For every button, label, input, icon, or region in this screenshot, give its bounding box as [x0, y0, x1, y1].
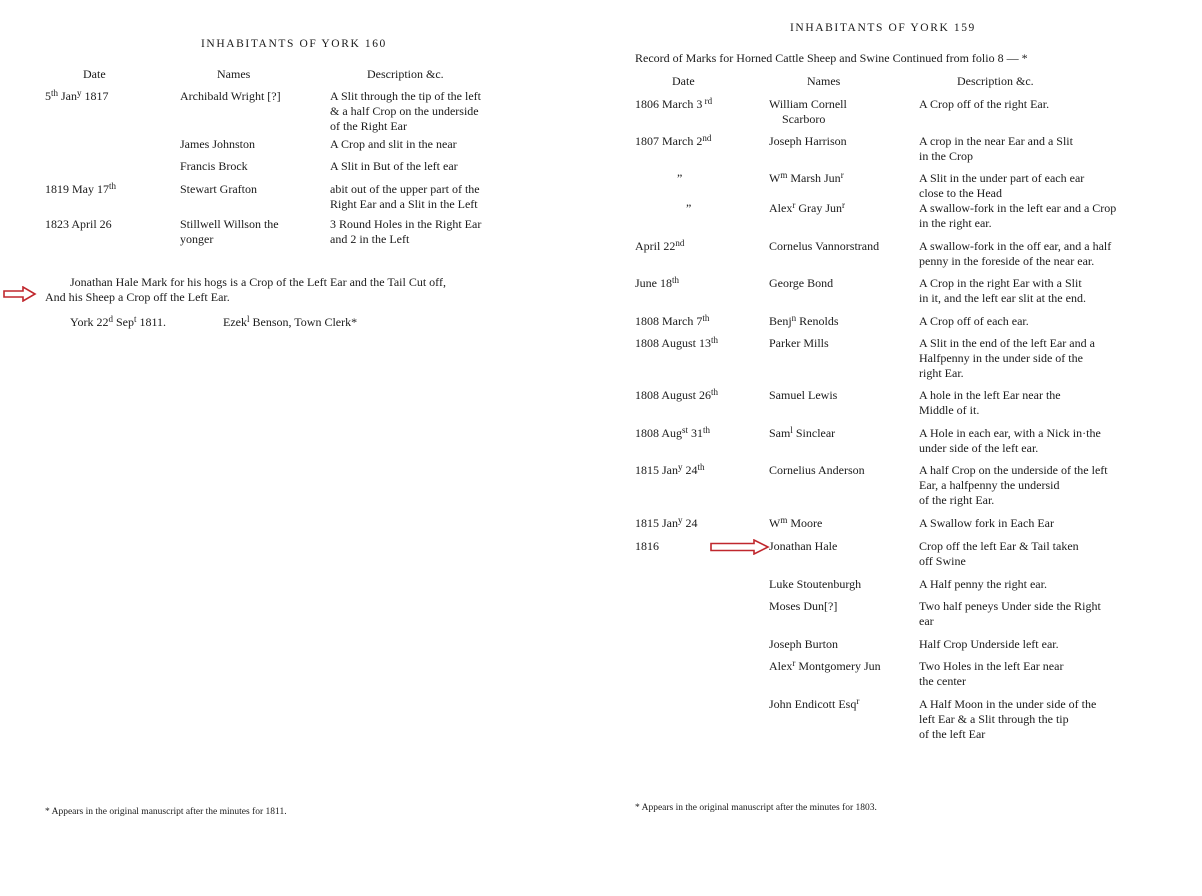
column-header-names: Names — [217, 67, 251, 81]
entry-description: A half Crop on the underside of the left Ear, a halfpenny the undersid of the right Ear. — [919, 463, 1108, 507]
footnote: * Appears in the original manuscript after the minutes for 1811. — [45, 807, 287, 817]
entry-date: 1815 Jan$^y$ 24th — [635, 462, 705, 477]
entry-name: Luke Stoutenburgh — [769, 577, 862, 591]
entry-description: A Crop in the right Ear with a Slit in it, and the left ear slit at the end. — [919, 276, 1086, 305]
entry-name: John Endicott Esq$^r$ — [769, 696, 860, 711]
page-header: INHABITANTS OF YORK 159 — [790, 22, 976, 34]
entry-description: A Crop off of each ear. — [919, 314, 1029, 328]
entry-name: Stewart Grafton — [180, 182, 257, 196]
entry-description: A Crop off of the right Ear. — [919, 97, 1050, 111]
entry-name: Benj$^n$ Renolds — [769, 313, 839, 328]
column-header-description: Description &c. — [957, 74, 1034, 88]
entry-name: Cornelius Anderson — [769, 463, 865, 477]
entry-name: Parker Mills — [769, 336, 829, 350]
entry-description: Two half peneys Under side the Right ear — [919, 599, 1101, 628]
entry-description: A hole in the left Ear near the Middle of it. — [919, 388, 1061, 417]
column-header-description: Description &c. — [367, 67, 444, 81]
entry-date: 1808 Aug$^{st}$ 31th — [635, 425, 711, 440]
entry-name: $W^m$ Moore — [769, 515, 823, 530]
red-outline-arrow-icon — [710, 539, 770, 555]
entry-description: A swallow-fork in the left ear and a Crop in the right ear. — [919, 201, 1117, 230]
entry-name: Archibald Wright [?] — [180, 89, 281, 103]
entry-date: 1815 Jan$^y$ 24 — [635, 515, 698, 530]
entry-name: Joseph Harrison — [769, 134, 847, 148]
entry-name: Stillwell Willson the yonger — [180, 217, 279, 246]
entry-date: 1816 — [635, 539, 659, 553]
red-outline-arrow-icon — [3, 286, 37, 302]
entry-description: A swallow-fork in the off ear, and a half penny in the foreside of the near ear. — [919, 239, 1112, 268]
signature-clerk: Ezek$^l$ Benson, Town Clerk* — [223, 314, 358, 329]
entry-name: James Johnston — [180, 137, 255, 151]
entry-name: Alex$^r$ Montgomery Jun — [769, 658, 881, 673]
note-line: Jonathan Hale Mark for his hogs is a Crop of the Left Ear and the Tail Cut off, — [70, 275, 446, 289]
entry-description: Crop off the left Ear & Tail taken off Swine — [919, 539, 1079, 568]
entry-description: A Hole in each ear, with a Nick in·the under side of the left ear. — [919, 426, 1101, 455]
entry-description: A Slit in But of the left ear — [330, 159, 458, 173]
column-header-names: Names — [807, 74, 841, 88]
entry-description: A Crop and slit in the near — [330, 137, 457, 151]
entry-description: A Slit in the end of the left Ear and a Halfpenny in the under side of the right Ear. — [919, 336, 1095, 380]
note-line: And his Sheep a Crop off the Left Ear. — [45, 290, 230, 304]
column-header-date: Date — [672, 74, 695, 88]
footnote: * Appears in the original manuscript after the minutes for 1803. — [635, 803, 877, 813]
column-header-date: Date — [83, 67, 106, 81]
entry-date: June 18th — [635, 275, 680, 290]
left-page — [0, 0, 600, 896]
entry-description: A Half Moon in the under side of the left Ear & a Slit through the tip of the left Ear — [919, 697, 1097, 741]
entry-description: A crop in the near Ear and a Slit in the Crop — [919, 134, 1073, 163]
entry-name: Cornelus Vannorstrand — [769, 239, 880, 253]
entry-date: 1823 April 26 — [45, 217, 112, 231]
entry-name: Alex$^r$ Gray Jun$^r$ — [769, 200, 845, 215]
entry-date-ditto: ” — [677, 171, 683, 185]
entry-description: Half Crop Underside left ear. — [919, 637, 1059, 651]
entry-description: 3 Round Holes in the Right Ear and 2 in the Left — [330, 217, 482, 246]
signature-place-date: York 22$^d$ Sep$^t$ 1811. — [70, 314, 167, 329]
record-subtitle: Record of Marks for Horned Cattle Sheep and Swine Continued from folio 8 — * — [635, 51, 1028, 65]
entry-name: George Bond — [769, 276, 834, 290]
entry-date: 1806 March 3 $^{rd}$ — [635, 96, 713, 111]
entry-name: Francis Brock — [180, 159, 248, 173]
entry-name: Sam$^l$ Sinclear — [769, 425, 836, 440]
entry-description: abit out of the upper part of the Right Ear and a Slit in the Left — [330, 182, 480, 211]
entry-name: Joseph Burton — [769, 637, 838, 651]
page-header: INHABITANTS OF YORK 160 — [201, 38, 387, 50]
entry-date: 1808 March 7th — [635, 313, 710, 328]
entry-date: 1819 May 17th — [45, 181, 117, 196]
entry-description: A Swallow fork in Each Ear — [919, 516, 1054, 530]
entry-name: Moses Dun[?] — [769, 599, 838, 613]
entry-name: Samuel Lewis — [769, 388, 838, 402]
entry-date: 1808 August 26th — [635, 387, 719, 402]
entry-description: A Half penny the right ear. — [919, 577, 1047, 591]
entry-name: $W^m$ Marsh Jun$^r$ — [769, 170, 844, 185]
entry-date: 5th Jan$^y$ 1817 — [45, 88, 109, 103]
right-page — [600, 0, 1202, 896]
entry-description: Two Holes in the left Ear near the center — [919, 659, 1064, 688]
entry-name: William Cornell Scarboro — [769, 97, 847, 126]
entry-date-ditto: ” — [686, 201, 692, 215]
entry-date: 1808 August 13th — [635, 335, 719, 350]
entry-date: 1807 March 2nd — [635, 133, 712, 148]
entry-name: Jonathan Hale — [769, 539, 838, 553]
entry-description: A Slit through the tip of the left & a half Crop on the underside of the Right Ear — [330, 89, 481, 133]
entry-date: April 22nd — [635, 238, 685, 253]
entry-description: A Slit in the under part of each ear close to the Head — [919, 171, 1085, 200]
